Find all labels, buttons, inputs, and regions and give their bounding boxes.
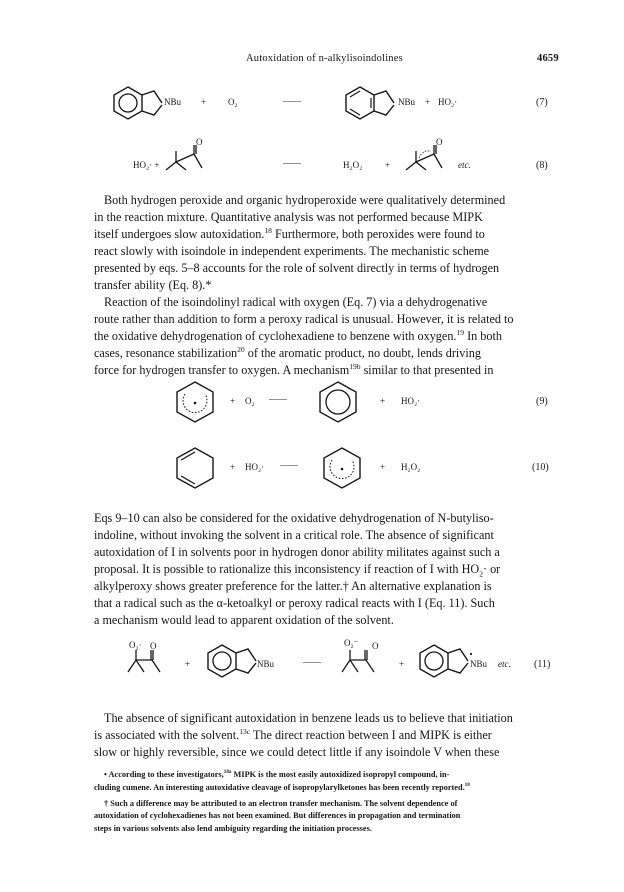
eq10-plus: + [230, 462, 236, 472]
eq9-plus: + [230, 396, 236, 406]
eq8-number: (8) [536, 160, 548, 171]
para3-line: proposal. It is possible to rationalize this inconsistency if reaction of I with $HO_2\cdot$ or [94, 562, 501, 579]
eq7-plus-2: + [425, 97, 431, 107]
eq7-nbu-label: NBu [164, 97, 182, 107]
para1-line: react slowly with isoindole in independent experiments. The mechanistic scheme [94, 244, 490, 258]
para2-line: cases, resonance stabilization$^{20}$ of the aromatic product, no doubt, lends driving [94, 344, 481, 360]
eq7-arrow: —— [283, 96, 301, 106]
para1-line: transfer ability (Eq. 8).* [94, 278, 212, 292]
eq8-carbonyl-o: O [196, 137, 203, 147]
footnote-dagger-cont: autoxidation of cyclohexadienes has not been examined. But differences in propagation and termination [94, 811, 461, 821]
para4-line: slow or highly reversible, since we could detect little if any isoindole V when these [94, 745, 500, 759]
eq8-hydrogen-peroxide: H₂O₂ [343, 160, 363, 170]
eq11-etc: etc. [498, 659, 511, 669]
para1-line: itself undergoes slow autoxidation.$^{18}$ Furthermore, both peroxides were found to [94, 225, 485, 241]
mipk-structure-eq8 [164, 140, 214, 176]
eq10-hydroperoxyl: HO₂· [245, 462, 265, 472]
para1-line: Both hydrogen peroxide and organic hydroperoxide were qualitatively determined [104, 193, 506, 207]
eq11-peroxy-label: O₂· [129, 640, 142, 650]
para3-line: Eqs 9–10 can also be considered for the oxidative dehydrogenation of N-butyliso- [94, 511, 494, 525]
eq10-number: (10) [532, 462, 549, 473]
eq10-arrow: —— [280, 460, 298, 470]
para2-line: Reaction of the isoindolinyl radical with oxygen (Eq. 7) via a dehydrogenative [104, 295, 488, 309]
citation-13c: 13c [239, 726, 251, 736]
para3-line: a mechanism would lead to apparent oxidation of the solvent. [94, 613, 394, 627]
para1-line: presented by eqs. 5–8 accounts for the role of solvent directly in terms of hydrogen [94, 261, 500, 275]
eq7-nbu-product: NBu [398, 97, 416, 107]
eq8-hydroperoxyl: HO₂· + [133, 160, 160, 170]
page-number: 4659 [537, 53, 559, 64]
cyclohexadienyl-radical-eq9 [173, 380, 217, 424]
footnote-dagger-cont: steps in various solvents also lend ambiguity regarding the initiation processes. [94, 824, 372, 834]
eq8-plus: + [385, 160, 391, 170]
eq7-oxygen: O₂ [228, 97, 238, 107]
para4-line: is associated with the solvent.$^{13c}$ The direct reaction between I and MIPK is either [94, 726, 492, 742]
running-title: Autoxidation of n-alkylisoindolines [246, 53, 403, 64]
citation-20: 20 [237, 344, 245, 354]
footnote-asterisk-cont: cluding cumene. An interesting autoxidative cleavage of isopropylarylketones has been recently reported.$^{18}$ [94, 782, 470, 792]
para4-line: The absence of significant autoxidation in benzene leads us to believe that initiation [104, 711, 513, 725]
eq9-oxygen: O₂ [245, 396, 255, 406]
paragraph-peroxides [94, 192, 562, 294]
eq11-carbonyl-o: O [150, 641, 157, 651]
footnote-dagger: † Such a difference may be attributed to an electron transfer mechanism. The solvent dependence of [104, 798, 458, 808]
paragraph-isoindolinyl-radical [94, 294, 562, 379]
para3-line: autoxidation of I in solvents poor in hydrogen donor ability militates against such a [94, 545, 500, 559]
para2-line: the oxidative dehydrogenation of cyclohexadiene to benzene with oxygen.$^{19}$ In both [94, 327, 502, 343]
paragraph-initiation [94, 710, 562, 761]
para3-line: alkylperoxy shows greater preference for the latter.† An alternative explanation is [94, 579, 492, 593]
cyclohexadiene-structure-eq10 [173, 446, 217, 490]
peroxide-anion-ketone-structure [342, 650, 388, 680]
eq8-radical-o: O [436, 137, 443, 147]
eq10-hydrogen-peroxide: H₂O₂ [401, 462, 421, 472]
cyclohexadienyl-radical-eq10 [320, 446, 364, 490]
footnotes [94, 769, 562, 836]
eq11-plus: + [185, 659, 191, 669]
eq11-plus-2: + [399, 659, 405, 669]
citation-19: 19 [456, 327, 465, 337]
eq11-number: (11) [534, 659, 551, 670]
eq10-plus-2: + [380, 462, 386, 472]
eq8-etc: etc. [458, 160, 471, 170]
eq7-number: (7) [536, 97, 548, 108]
eq11-peroxide-anion: O₂⁻ [344, 638, 359, 648]
eq11-carbonyl-o-2: O [372, 641, 379, 651]
para3-line: that a radical such as the α-ketoalkyl or peroxy radical reacts with I (Eq. 11). Such [94, 596, 495, 610]
citation-19b: 19b [349, 361, 361, 371]
eq9-hydroperoxyl: HO₂· [401, 396, 421, 406]
footnote-asterisk: • According to these investigators,$^{18a}$ MIPK is the most easily autoxidized isopropyl compound, in- [104, 769, 450, 779]
radical-structure-eq8 [404, 140, 454, 176]
eq7-plus: + [201, 97, 207, 107]
para3-line: indoline, without invoking the solvent in a critical role. The absence of significant [94, 528, 494, 542]
eq11-nbu: NBu [257, 659, 275, 669]
eq11-arrow: —— [303, 657, 321, 667]
para2-line: force for hydrogen transfer to oxygen. A mechanism$^{19b}$ similar to that presented in [94, 361, 494, 377]
eq8-arrow: —— [283, 158, 301, 168]
peroxy-ketone-structure [128, 650, 174, 680]
paragraph-oxidative-dehydrogenation [94, 510, 562, 629]
para1-line: in the reaction mixture. Quantitative analysis was not performed because MIPK [94, 210, 483, 224]
eq9-plus-2: + [380, 396, 386, 406]
eq11-nbu-product: NBu [470, 659, 488, 669]
benzene-structure-eq9 [316, 380, 360, 424]
eq9-arrow: —— [269, 394, 287, 404]
eq9-number: (9) [536, 396, 548, 407]
para2-line: route rather than addition to form a peroxy radical is unusual. However, it is related to [94, 312, 514, 326]
eq7-hydroperoxyl: HO₂· [438, 97, 458, 107]
citation-18: 18 [264, 225, 272, 235]
